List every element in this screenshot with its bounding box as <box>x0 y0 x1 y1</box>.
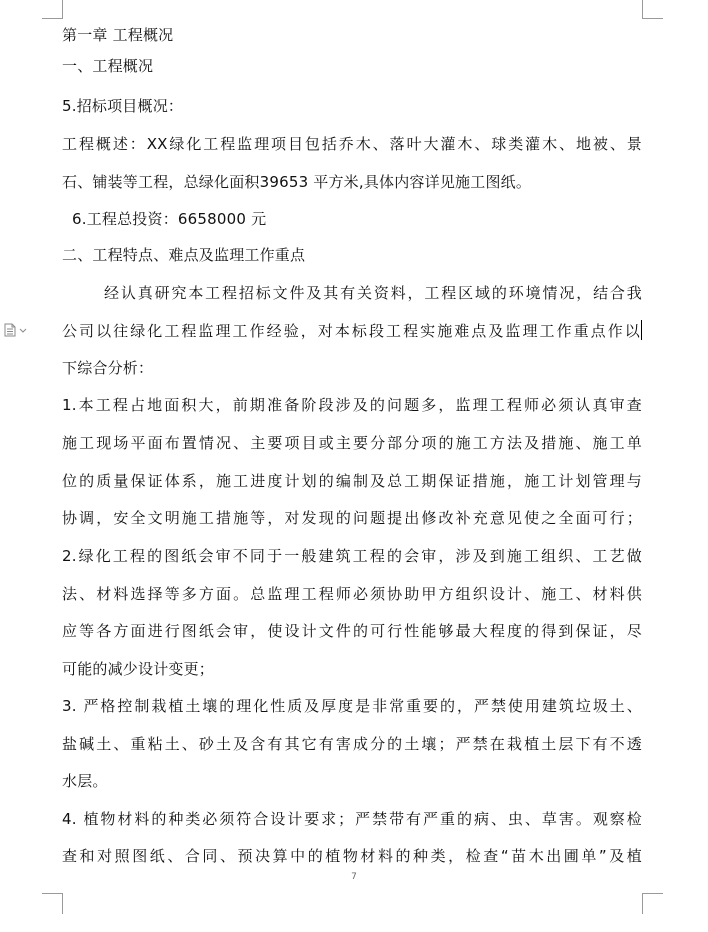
chapter-title: 第一章 工程概况 <box>62 26 174 44</box>
body-line-2: 石、铺装等工程，总绿化面积39653 平方米,具体内容详见施工图纸。 <box>62 173 532 191</box>
project-overview-heading: 5.招标项目概况： <box>62 97 184 115</box>
item-1-line-2: 施工现场平面布置情况、主要项目或主要分部分项的施工方法及措施、施工单 <box>62 434 642 452</box>
item-1-line-3: 位的质量保证体系，施工进度计划的编制及总工期保证措施，施工计划管理与 <box>62 472 642 490</box>
crop-mark-bottom-right <box>642 893 663 914</box>
item-4-line-1: 4. 植物材料的种类必须符合设计要求；严禁带有严重的病、虫、草害。观察检 <box>62 810 642 828</box>
item-2-line-2: 法、材料选择等多方面。总监理工程师必须协助甲方组织设计、施工、材料供 <box>62 585 642 603</box>
investment-line: 6.工程总投资：6658000 元 <box>72 210 267 228</box>
item-2-line-1: 2.绿化工程的图纸会审不同于一般建筑工程的会审，涉及到施工组织、工艺做 <box>62 547 642 565</box>
document-icon <box>4 323 28 337</box>
paragraph-intro-line-3: 下综合分析： <box>62 359 154 377</box>
section-heading-1: 一、工程概况 <box>62 57 154 75</box>
item-1-line-4: 协调，安全文明施工措施等，对发现的问题提出修改补充意见使之全面可行； <box>62 509 642 527</box>
item-2-line-3: 应等各方面进行图纸会审，使设计文件的可行性能够最大程度的得到保证，尽 <box>62 622 642 640</box>
body-line-1: 工程概述：XX绿化工程监理项目包括乔木、落叶大灌木、球类灌木、地被、景 <box>62 135 642 153</box>
item-3-line-2: 盐碱土、重粘土、砂土及含有其它有害成分的土壤；严禁在栽植土层下有不透 <box>62 735 642 753</box>
crop-mark-bottom-left <box>42 893 63 914</box>
crop-mark-top-right <box>642 0 663 19</box>
item-3-line-1: 3. 严格控制栽植土壤的理化性质及厚度是非常重要的，严禁使用建筑垃圾土、 <box>62 697 642 715</box>
page-number: 7 <box>351 872 357 882</box>
paragraph-intro-line-2: 公司以往绿化工程监理工作经验，对本标段工程实施难点及监理工作重点作以 <box>62 322 640 340</box>
text-cursor <box>641 320 642 340</box>
item-2-line-4: 可能的减少设计变更； <box>62 660 215 678</box>
paragraph-intro-line-1: 经认真研究本工程招标文件及其有关资料，工程区域的环境情况，结合我 <box>104 284 642 302</box>
item-1-line-1: 1.本工程占地面积大，前期准备阶段涉及的问题多，监理工程师必须认真审查 <box>62 396 642 414</box>
section-heading-2: 二、工程特点、难点及监理工作重点 <box>62 246 306 264</box>
document-margin-icon[interactable] <box>4 322 28 336</box>
item-4-line-2: 查和对照图纸、合同、预决算中的植物材料的种类，检查“苗木出圃单”及植 <box>62 847 642 865</box>
crop-mark-top-left <box>42 0 63 19</box>
item-3-line-3: 水层。 <box>62 772 108 790</box>
